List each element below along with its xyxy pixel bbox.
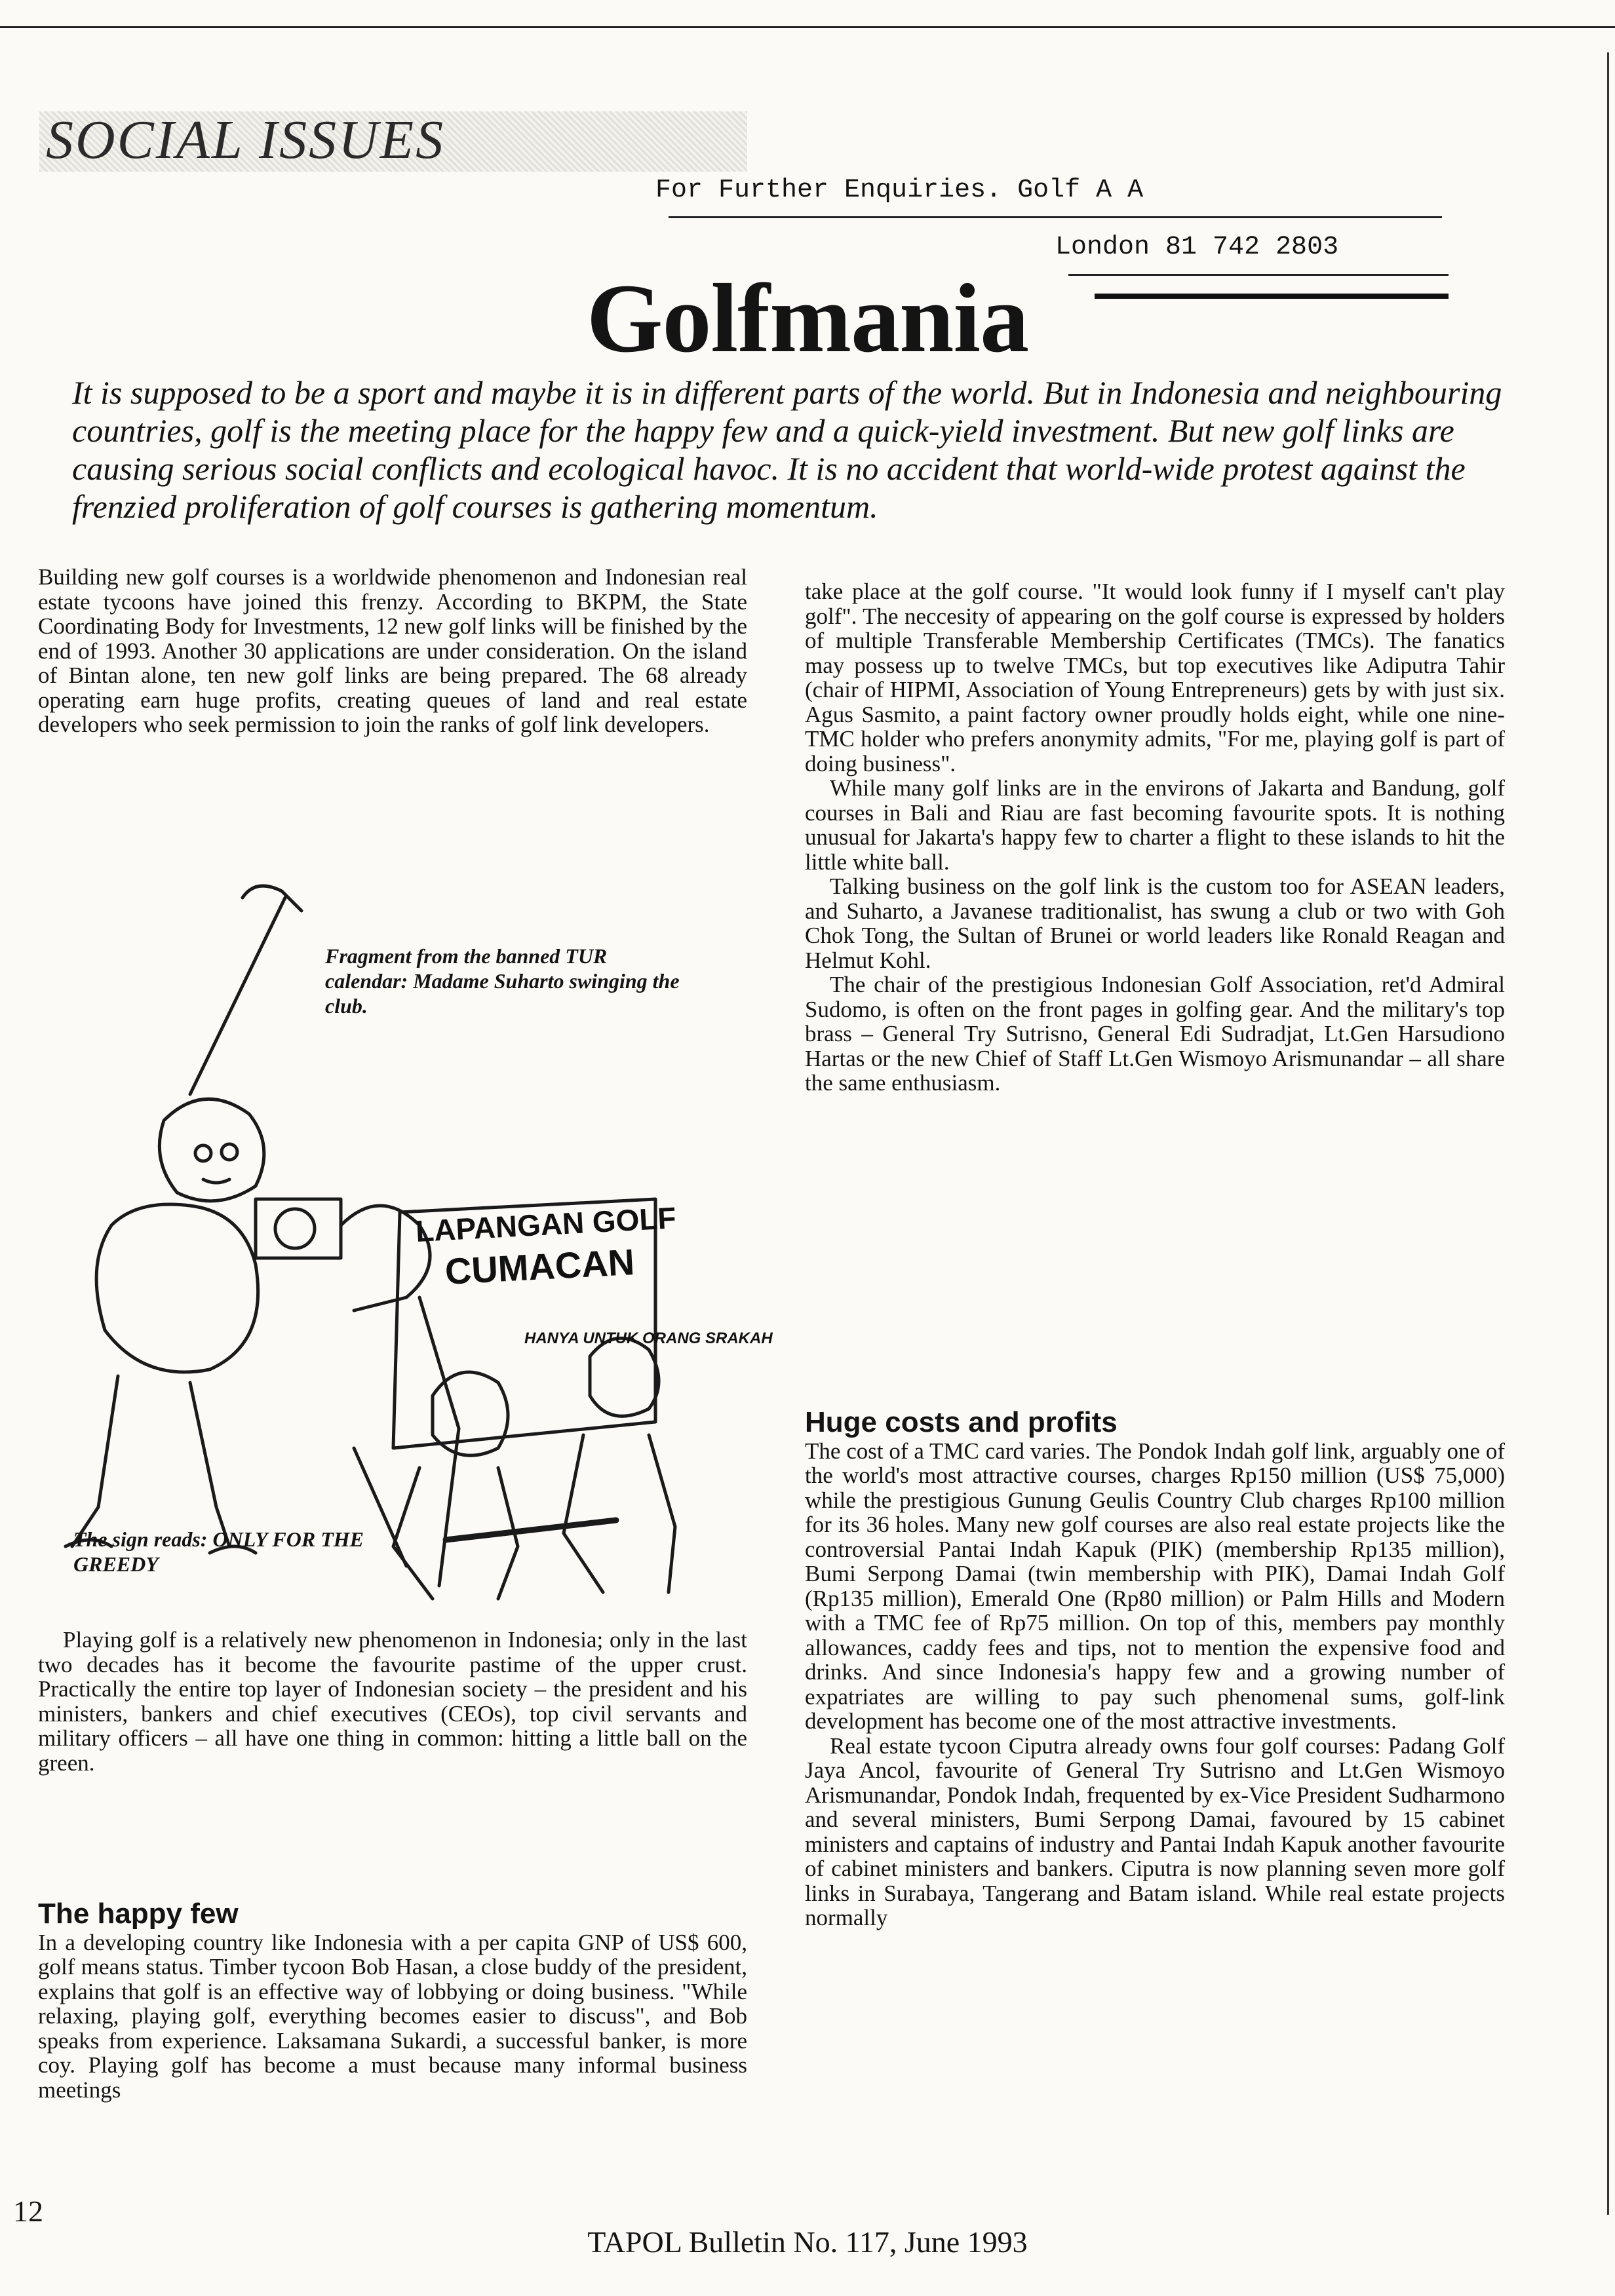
- sign-text-line1: LAPANGAN GOLF: [414, 1200, 677, 1248]
- sign-caption: The sign reads: ONLY FOR THE GREEDY: [73, 1527, 364, 1576]
- soldier-head-2: [590, 1338, 659, 1416]
- standfirst: It is supposed to be a sport and maybe it is in different parts of the world. But in Indonesia and neighbouring countries, golf is the meeting place for the happy few and a quick-yield investment. But new golf links are causing serious social conflicts and ecological havoc. It is no accident that world-wide protest against the frenzied proliferation of golf courses is gathering momentum.: [72, 374, 1502, 525]
- paragraph: The chair of the prestigious Indonesian Golf Association, ret'd Admiral Sudomo, is often on the front pages in golfing gear. And the military's top brass – General Try Sutrisno, General Edi Sudradjat, Lt.Gen Harsudiono Hartas or the new Chief of Staff Lt.Gen Wismoyo Arismunandar – all share the same enthusiasm.: [805, 972, 1505, 1096]
- paragraph: take place at the golf course. "It would look funny if I myself can't play golf". The neccesity of appearing on the golf course is expressed by holders of multiple Transferable Membership Certificates (TMCs). The fanatics may possess up to twelve TMCs, but top executives like Adiputra Tahir (chair of HIPMI, Association of Young Entrepreneurs) gets by with just six. Agus Sasmito, a paint factory owner proudly holds eight, while one nine-TMC holder who prefers anonymity admits, "For me, playing golf is part of doing business".: [805, 579, 1505, 776]
- soldier-body-2: [564, 1435, 675, 1592]
- enquiries-stamp-line2: London 81 742 2803: [1055, 233, 1339, 262]
- top-rule: [0, 26, 1615, 28]
- paragraph: The cost of a TMC card varies. The Pondok Indah golf link, arguably one of the world's most attractive courses, charges Rp150 million (US$ 75,000) while the prestigious Gunung Geulis Country Club charges Rp100 million for its 36 holes. Many new golf courses are also real estate projects like the controversial Pantai Indah Kapuk (PIK) (membership Rp135 million), Bumi Serpong Damai (twin membership with PIK), Damai Indah Golf (Rp135 million), Emerald One (Rp80 million) or Palm Hills and Modern with a TMC fee of Rp75 million. On top of this, members pay monthly allowances, caddy fees and tips, not to mention the expensive food and drinks. And since Indonesia's happy few and a growing number of expatriates are willing to pay such phenomenal sums, golf-link development has become one of the most attractive investments.: [805, 1438, 1505, 1734]
- left-column-body: [38, 1628, 747, 1775]
- madame-body: [96, 1204, 258, 1372]
- sign-text-line2: CUMACAN: [444, 1240, 636, 1292]
- subheading: The happy few: [38, 1898, 239, 1930]
- right-column-costs: [805, 1406, 1505, 1930]
- golf-club-shaft: [190, 898, 285, 1094]
- left-column-happy-few: [38, 1898, 747, 2103]
- stamp-rule: [669, 216, 1442, 218]
- side-rule: [1607, 52, 1609, 2215]
- right-column-top: [805, 579, 1505, 1096]
- left-column-intro: [38, 565, 747, 737]
- paragraph: Playing golf is a relatively new phenomenon in Indonesia; only in the last two decades has it become the favourite pastime of the upper crust. Practically the entire top layer of Indonesian society – the president and his ministers, bankers and chief executives (CEOs), top civil servants and military officers – all have one thing in common: hitting a little ball on the green.: [38, 1627, 747, 1776]
- section-label: SOCIAL ISSUES: [46, 109, 446, 170]
- paragraph: In a developing country like Indonesia with a per capita GNP of US$ 600, golf means status. Timber tycoon Bob Hasan, a close buddy of the president, explains that golf is an effective way of lobbying or doing business. "While relaxing, playing golf, everything becomes easier to discuss", and Bob speaks from experience. Laksamana Sukardi, a successful banker, is more coy. Playing golf has become a must because many informal business meetings: [38, 1929, 747, 2103]
- golf-club-head: [243, 886, 302, 911]
- page-number: 12: [13, 2194, 43, 2228]
- enquiries-stamp-line1: For Further Enquiries. Golf A A: [655, 176, 1144, 205]
- sign-text-line3: HANYA UNTUK ORANG SRAKAH: [524, 1330, 773, 1347]
- madame-legs: [72, 1376, 229, 1546]
- paragraph: Talking business on the golf link is the custom too for ASEAN leaders, and Suharto, a Javanese traditionalist, has swung a club or two with Goh Chok Tong, the Sultan of Brunei or world leaders like Ronald Reagan and Helmut Kohl.: [805, 873, 1505, 973]
- publication-footer: TAPOL Bulletin No. 117, June 1993: [587, 2225, 1028, 2259]
- illustration-caption: Fragment from the banned TUR calendar: Madame Suharto swinging the club.: [325, 944, 680, 1018]
- golf-club-rifle: [446, 1520, 616, 1540]
- headline: Golfmania: [586, 264, 1029, 373]
- paragraph: Real estate tycoon Ciputra already owns four golf courses: Padang Golf Jaya Ancol, favourite of General Try Sutrisno and Lt.Gen Wismoyo Arismunandar, Pondok Indah, frequented by ex-Vice President Sudharmono and several ministers, Bumi Serpong Damai, favoured by 15 cabinet ministers and captains of industry and Pantai Indah Kapuk another favourite of cabinet ministers and bankers. Ciputra is now planning seven more golf links in Surabaya, Tangerang and Batam island. While real estate projects normally: [805, 1732, 1505, 1930]
- paragraph: While many golf links are in the environs of Jakarta and Bandung, golf courses in Bali and Riau are fast becoming favourite spots. It is nothing unusual for Jakarta's happy few to charter a flight to these islands to hit the little white ball.: [805, 775, 1505, 875]
- paragraph: Building new golf courses is a worldwide phenomenon and Indonesian real estate tycoons have joined this frenzy. According to BKPM, the State Coordinating Body for Investments, 12 new golf links will be finished by the end of 1993. Another 30 applications are under consideration. On the island of Bintan alone, ten new golf links are being prepared. The 68 already operating earn huge profits, creating queues of land and real estate developers who seek permission to join the ranks of golf link developers.: [38, 564, 747, 737]
- subheading: Huge costs and profits: [805, 1406, 1118, 1438]
